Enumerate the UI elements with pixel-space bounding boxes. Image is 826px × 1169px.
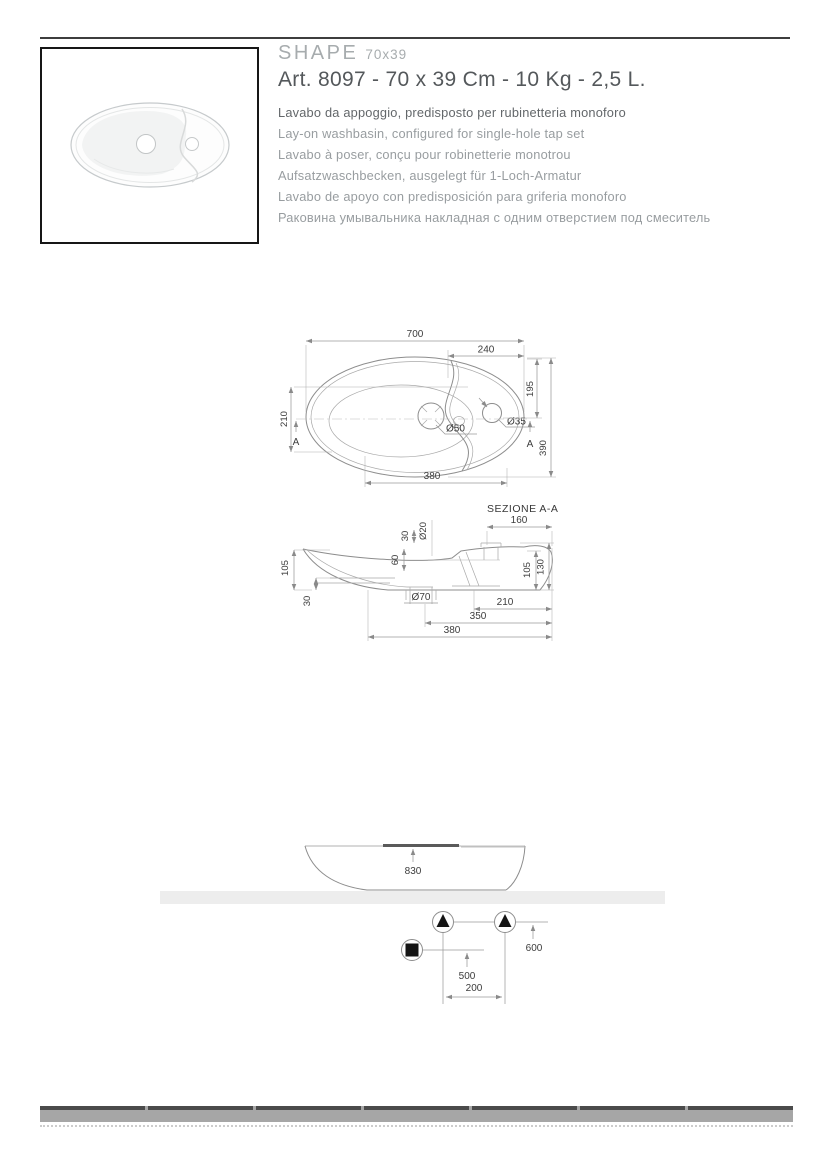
dim-deck-width: 160 — [510, 515, 528, 526]
dim-tap-hole-diameter: Ø20 — [418, 522, 429, 540]
description-line: Lavabo de apoyo con predisposición para griferia monoforo — [278, 188, 627, 204]
dim-supply-height: 600 — [525, 943, 543, 954]
footer-segment — [580, 1106, 685, 1110]
counter-band — [160, 891, 665, 904]
dim-total-height: 130 — [535, 559, 547, 575]
top-view-drawing — [279, 329, 556, 487]
section-title: SEZIONE A-A — [487, 503, 559, 515]
description-line: Lavabo da appoggio, predisposto per rubinetteria monoforo — [278, 105, 626, 120]
dim-overall-depth: 390 — [538, 440, 549, 456]
tap-hole-outline — [483, 404, 502, 423]
dim-deck-thickness: 30 — [400, 530, 411, 542]
section-marker-a-right: A — [526, 439, 534, 450]
dim-drain-pipe-diameter: Ø70 — [411, 592, 431, 603]
drain-outlet-icon — [406, 944, 419, 957]
dim-bowl-inner-depth: 60 — [390, 554, 401, 566]
dim-tap-diameter: Ø35 — [507, 416, 526, 428]
section-marker-a-left: A — [292, 437, 300, 448]
section-view-drawing — [280, 503, 558, 641]
dim-350: 350 — [469, 611, 487, 622]
water-supply-icon — [437, 914, 450, 927]
dim-tap-depth: 195 — [525, 381, 536, 397]
footer-segment — [40, 1106, 145, 1110]
dim-rim-height-right: 105 — [522, 562, 533, 578]
description-line: Раковина умывальника накладная с одним отверстием под смеситель — [278, 209, 711, 225]
footer-bar — [40, 1106, 793, 1122]
footer-segment — [688, 1106, 793, 1110]
dim-rim-height-left: 105 — [280, 560, 291, 576]
footer-segment — [148, 1106, 253, 1110]
dim-mounting-height: 830 — [404, 866, 422, 877]
dim-supply-spacing: 200 — [465, 983, 483, 994]
footer-segment — [364, 1106, 469, 1110]
dim-tap-zone-width: 240 — [477, 344, 495, 356]
footer-dotted-line — [40, 1125, 793, 1127]
footer-segment — [472, 1106, 577, 1110]
elevation-drawing — [160, 846, 665, 905]
dim-210: 210 — [496, 597, 514, 608]
water-supply-icon — [499, 914, 512, 927]
product-size: 70x39 — [365, 47, 408, 62]
description-line: Lavabo à poser, conçu pour robinetterie monotrou — [278, 146, 571, 162]
installation-drawing — [402, 912, 549, 1005]
description-line: Lay-on washbasin, configured for single-hole tap set — [278, 125, 585, 141]
footer-segment — [256, 1106, 361, 1110]
dim-drain-height: 500 — [458, 971, 476, 982]
dim-bowl-depth: 210 — [279, 411, 290, 427]
description-line: Aufsatzwaschbecken, ausgelegt für 1-Loch-Armatur — [278, 167, 582, 183]
dim-drain-diameter: Ø50 — [446, 423, 465, 435]
product-name: SHAPE — [278, 42, 359, 64]
dim-base-height: 30 — [302, 595, 313, 607]
dim-overall-width: 700 — [406, 329, 424, 340]
article-line: Art. 8097 - 70 x 39 Cm - 10 Kg - 2,5 L. — [278, 68, 646, 91]
dim-380: 380 — [443, 625, 461, 636]
dim-bowl-width: 380 — [423, 471, 441, 482]
